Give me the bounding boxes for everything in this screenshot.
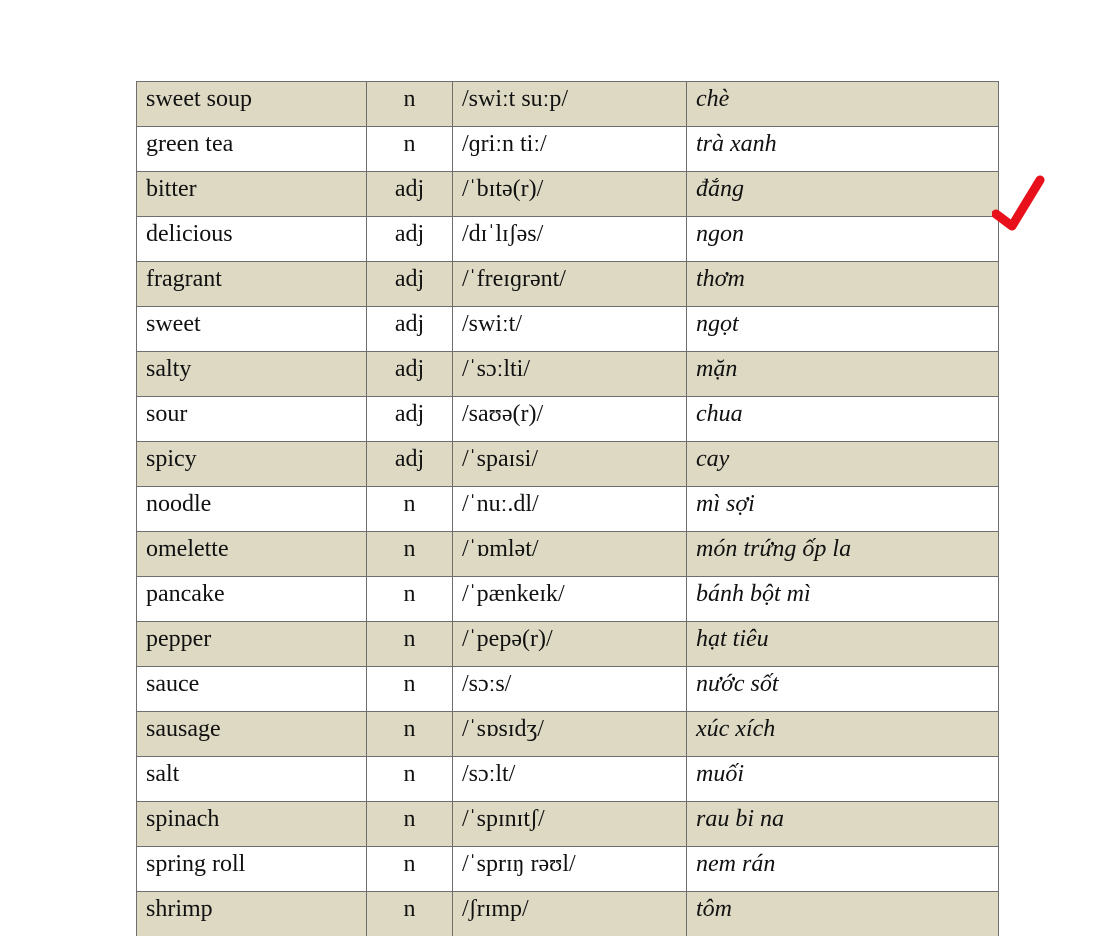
meaning-cell: thơm (687, 262, 999, 307)
part-of-speech-cell: adj (367, 397, 453, 442)
meaning-cell: nước sốt (687, 667, 999, 712)
meaning-cell: rau bi na (687, 802, 999, 847)
meaning-cell: muối (687, 757, 999, 802)
meaning-cell: tôm (687, 892, 999, 936)
table-row (137, 712, 999, 757)
meaning-cell: chua (687, 397, 999, 442)
table-row (137, 892, 999, 936)
part-of-speech-cell: n (367, 577, 453, 622)
table-row (137, 667, 999, 712)
word-cell: fragrant (137, 262, 367, 307)
table-row (137, 217, 999, 262)
table-row (137, 487, 999, 532)
pronunciation-cell: /ˈsɔːlti/ (453, 352, 687, 397)
table-row (137, 397, 999, 442)
part-of-speech-cell: n (367, 127, 453, 172)
word-cell: sour (137, 397, 367, 442)
table-row (137, 82, 999, 127)
part-of-speech-cell: adj (367, 352, 453, 397)
vocabulary-table (136, 81, 999, 936)
pronunciation-cell: /ˈsprɪŋ rəʊl/ (453, 847, 687, 892)
pronunciation-cell: /ˈnuː.dl/ (453, 487, 687, 532)
word-cell: salty (137, 352, 367, 397)
part-of-speech-cell: n (367, 802, 453, 847)
table-row (137, 172, 999, 217)
pronunciation-cell: /swiːt/ (453, 307, 687, 352)
table-row (137, 352, 999, 397)
word-cell: sausage (137, 712, 367, 757)
part-of-speech-cell: n (367, 712, 453, 757)
pronunciation-cell: /ʃrɪmp/ (453, 892, 687, 936)
red-check-mark-icon (992, 170, 1048, 240)
meaning-cell: xúc xích (687, 712, 999, 757)
part-of-speech-cell: adj (367, 217, 453, 262)
pronunciation-cell: /dɪˈlɪʃəs/ (453, 217, 687, 262)
pronunciation-cell: /ˈpænkeɪk/ (453, 577, 687, 622)
meaning-cell: cay (687, 442, 999, 487)
pronunciation-cell: /saʊə(r)/ (453, 397, 687, 442)
part-of-speech-cell: n (367, 82, 453, 127)
part-of-speech-cell: n (367, 757, 453, 802)
word-cell: sweet soup (137, 82, 367, 127)
part-of-speech-cell: n (367, 622, 453, 667)
part-of-speech-cell: n (367, 667, 453, 712)
meaning-cell: đắng (687, 172, 999, 217)
pronunciation-cell: /ˈbɪtə(r)/ (453, 172, 687, 217)
meaning-cell: bánh bột mì (687, 577, 999, 622)
part-of-speech-cell: n (367, 532, 453, 577)
meaning-cell: trà xanh (687, 127, 999, 172)
word-cell: shrimp (137, 892, 367, 936)
meaning-cell: mặn (687, 352, 999, 397)
word-cell: sauce (137, 667, 367, 712)
pronunciation-cell: /ˈspaɪsi/ (453, 442, 687, 487)
meaning-cell: hạt tiêu (687, 622, 999, 667)
meaning-cell: ngon (687, 217, 999, 262)
table-row (137, 757, 999, 802)
part-of-speech-cell: n (367, 847, 453, 892)
meaning-cell: chè (687, 82, 999, 127)
part-of-speech-cell: adj (367, 442, 453, 487)
table-row (137, 802, 999, 847)
word-cell: spring roll (137, 847, 367, 892)
pronunciation-cell: /ˈfreɪɡrənt/ (453, 262, 687, 307)
pronunciation-cell: /sɔːs/ (453, 667, 687, 712)
table-row (137, 262, 999, 307)
vocabulary-table-body (137, 82, 999, 936)
pronunciation-cell: /swiːt suːp/ (453, 82, 687, 127)
meaning-cell: mì sợi (687, 487, 999, 532)
word-cell: noodle (137, 487, 367, 532)
meaning-cell: món trứng ốp la (687, 532, 999, 577)
table-row (137, 442, 999, 487)
word-cell: omelette (137, 532, 367, 577)
part-of-speech-cell: adj (367, 262, 453, 307)
pronunciation-cell: /ˈpepə(r)/ (453, 622, 687, 667)
word-cell: bitter (137, 172, 367, 217)
pronunciation-cell: /ɡriːn tiː/ (453, 127, 687, 172)
word-cell: delicious (137, 217, 367, 262)
pronunciation-cell: /ˈɒmlət/ (453, 532, 687, 577)
part-of-speech-cell: adj (367, 307, 453, 352)
word-cell: green tea (137, 127, 367, 172)
pronunciation-cell: /ˈsɒsɪdʒ/ (453, 712, 687, 757)
table-row (137, 307, 999, 352)
pronunciation-cell: /sɔːlt/ (453, 757, 687, 802)
table-row (137, 577, 999, 622)
word-cell: pancake (137, 577, 367, 622)
meaning-cell: ngọt (687, 307, 999, 352)
word-cell: sweet (137, 307, 367, 352)
table-row (137, 532, 999, 577)
meaning-cell: nem rán (687, 847, 999, 892)
part-of-speech-cell: n (367, 487, 453, 532)
word-cell: pepper (137, 622, 367, 667)
part-of-speech-cell: adj (367, 172, 453, 217)
table-row (137, 127, 999, 172)
table-row (137, 847, 999, 892)
word-cell: spinach (137, 802, 367, 847)
pronunciation-cell: /ˈspɪnɪtʃ/ (453, 802, 687, 847)
word-cell: salt (137, 757, 367, 802)
table-row (137, 622, 999, 667)
word-cell: spicy (137, 442, 367, 487)
part-of-speech-cell: n (367, 892, 453, 936)
